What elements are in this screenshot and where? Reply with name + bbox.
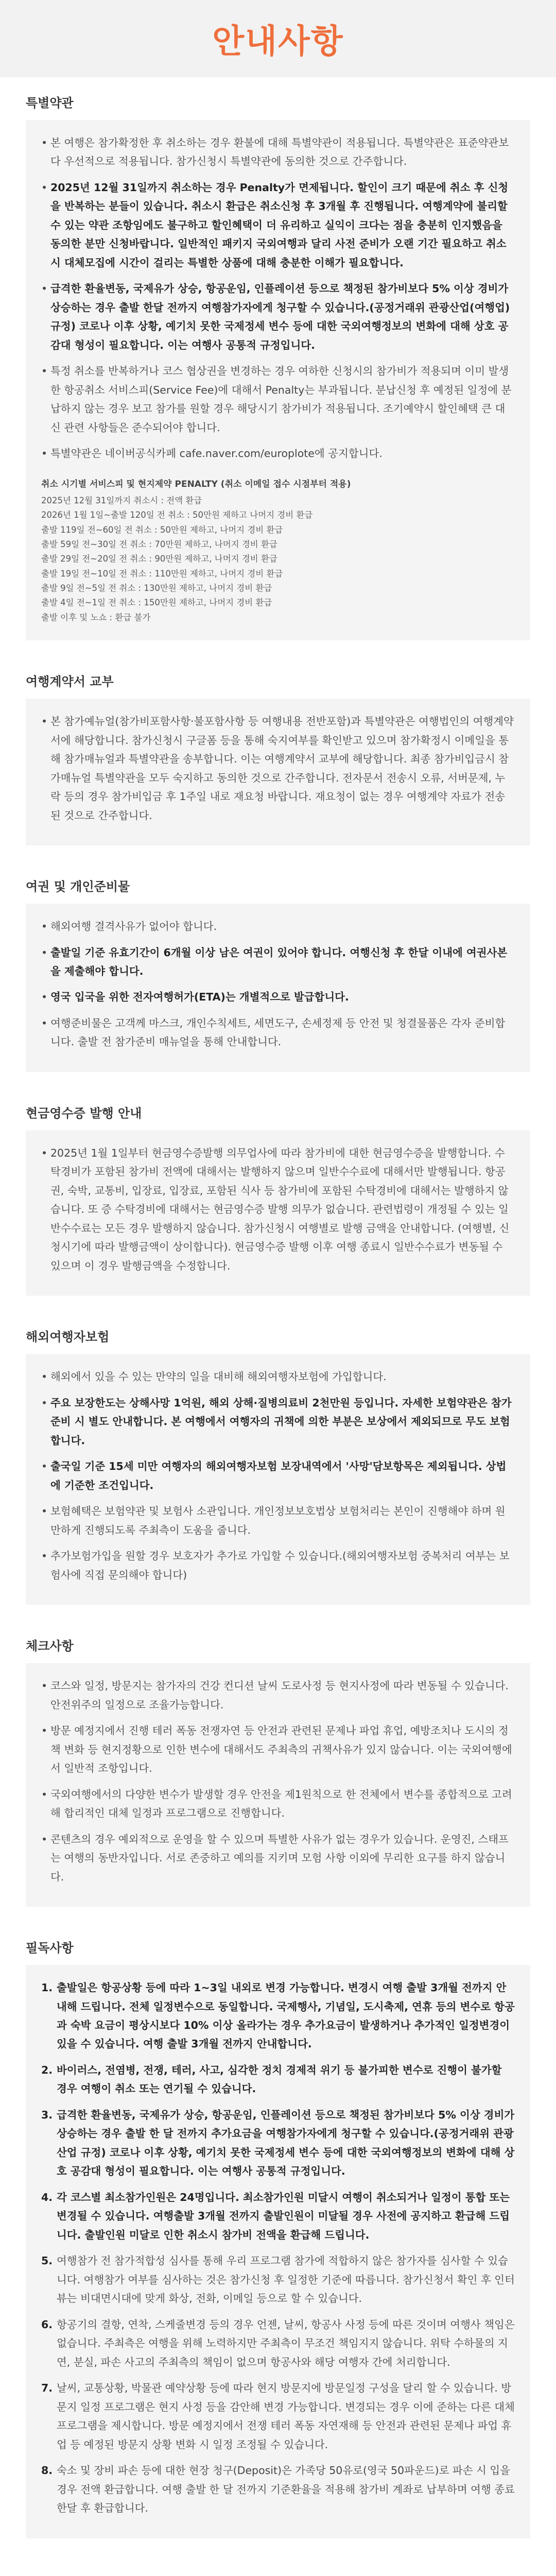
penalty-line: 출발 29일 전~20일 전 취소 : 90만원 제하고, 나머지 경비 환급 — [41, 554, 277, 564]
numbered-item — [41, 2251, 515, 2308]
bullet-item — [41, 943, 515, 981]
bullet-item: • 여행준비물은 고객께 마스크, 개인수칙세트, 세면도구, 손세정제 등 안전 및 청결물품은 각자 준비합니다. 출발 전 참가준비 매뉴얼을 통해 안내합니다. — [41, 1014, 515, 1052]
section-title: 여권 및 개인준비물 — [26, 879, 130, 894]
section-contract — [26, 671, 530, 845]
bullet-item — [41, 178, 515, 272]
emphasis-text: 출발일 기준 유효기간이 6개월 이상 남은 여권이 있어야 합니다. 여행신청 후 한달 이내에 여권사본을 제출해야 합니다. — [50, 946, 508, 977]
bullet-item — [41, 279, 515, 354]
penalty-line: 출발 이후 및 노쇼 : 환급 불가 — [41, 612, 151, 622]
bullet-item: • 추가보험가입을 원할 경우 보호자가 추가로 가입할 수 있습니다.(해외여행자보험 중복처리 여부는 보험사에 직접 문의해야 합니다) — [41, 1547, 515, 1584]
item-number: 5. — [41, 2255, 53, 2267]
section-panel — [26, 699, 530, 845]
section-panel — [26, 1663, 530, 1907]
item-number: 2. — [41, 2063, 53, 2076]
emphasis-text: 출발일은 항공상황 등에 따라 1~3일 내외로 변경 가능합니다. 변경시 여행 출발 3개월 전까지 안내해 드립니다. 전체 일정변수으로 동일합니다. 국제행사, 기념일, 도시축제, 연휴 등의 변수로 항공과 숙박 요금이 평상시보다 10% 이상 올라가는 경우 추가요금이 발생하거나 추가적인 일정변경이 있을 수 있습니다. 여행 출발 3개월 전까지 안내합니다. — [57, 1981, 515, 2050]
item-number: 6. — [41, 2318, 53, 2331]
numbered-item — [41, 2379, 515, 2454]
section-must-read — [26, 1938, 530, 2538]
penalty-line: 출발 119일 전~60일 전 취소 : 50만원 제하고, 나머지 경비 환급 — [41, 524, 283, 535]
section-title: 특별약관 — [26, 96, 74, 110]
bullet-item: • 해외에서 있을 수 있는 만약의 일을 대비해 해외여행자보험에 가입합니다. — [41, 1367, 515, 1386]
bullet-item: • 특정 취소를 반복하거나 코스 협상권을 변경하는 경우 여하한 신청시의 참가비가 적용되며 이미 발생한 항공취소 서비스피(Service Fee)에 대해서 Penalty는 부과됩니다. 분납신청 후 예정된 일정에 분납하지 않는 경우 보고 참가를 원할 경우 해당시기 참가비가 적용됩니다. 조기예약시 할인혜택 큰 대신 관련 사항들은 준수되어야 합니다. — [41, 362, 515, 437]
section-checklist — [26, 1636, 530, 1907]
section-title: 필독사항 — [26, 1941, 74, 1956]
numbered-item — [41, 2061, 515, 2098]
item-text: 여행참가 전 참가적합성 심사를 통해 우리 프로그램 참가에 적합하지 않은 참가자를 심사할 수 있습니다. 여행참가 여부를 심사하는 것은 참가신청 후 일정한 기준에 따릅니다. 참가신청서 확인 후 인터뷰는 비대면시대에 맞게 화상, 전화, 이메일 등으로 할 수 있습니다. — [57, 2255, 515, 2305]
item-number: 1. — [41, 1981, 53, 1994]
bullet-item: • 2025년 1월 1일부터 현금영수증발행 의무업사에 따라 참가비에 대한 현금영수증을 발행합니다. 수탁경비가 포함된 참가비 전액에 대해서는 발행하지 않으며 일반수수료에 대해서만 발행됩니다. 항공권, 숙박, 교통비, 입장료, 입장료, 포함된 식사 등 참가비에 포함된 수탁경비에 대해서는 발행하지 않습니다. 또 증 수탁경비에 대해서는 현금영수증 발행 의무가 없습니다. 관련법령이 개정될 수 있는 일반수수료는 모든 경우 발행하지 않습니다. 참가신청시 여행별로 발행 금액을 안내합니다. (여행별, 신청시기에 따라 발행금액이 상이합니다). 현금영수증 발행 이후 여행 종료시 일반수수료가 변동될 수 있으며 이 경우 발행금액을 수정합니다. — [41, 1144, 515, 1275]
bullet-item: • 본 참가예뉴얼(참가비포함사항·불포함사항 등 여행내용 전반포함)과 특별약관은 여행법인의 여행계약서에 해당합니다. 참가신청시 구글폼 등을 통해 숙지여부를 확인받고 있으며 참가확정시 이메일을 통해 참가매뉴얼과 특별약관을 송부합니다. 이는 여행계약서 교부에 해당합니다. 최종 참가비입금시 참가매뉴얼 특별약관을 모두 숙지하고 동의한 것으로 간주합니다. 전자문서 전송시 오류, 서버문제, 누락 등의 경우 참가비입금 후 1주일 내로 재요청 바랍니다. 재요청이 없는 경우 여행계약 자료가 전송된 것으로 간주합니다. — [41, 712, 515, 825]
section-receipt — [26, 1103, 530, 1296]
section-passport — [26, 876, 530, 1072]
section-panel — [26, 1965, 530, 2538]
item-number: 4. — [41, 2191, 53, 2204]
numbered-item — [41, 2315, 515, 2371]
emphasis-text: 출국일 기준 15세 미만 여행자의 해외여행자보험 보장내역에서 '사망'담보항목은 제외됩니다. 상법에 기준한 조건입니다. — [50, 1460, 507, 1492]
item-text: 숙소 및 장비 파손 등에 대한 현장 청구(Deposit)은 가족당 50유로(영국 50파운드)로 파손 시 입을 경우 전액 환급합니다. 여행 출발 한 달 전까지 기준환율을 적용해 참가비 계좌로 납부하며 여행 종료 한달 후 환급합니다. — [57, 2464, 515, 2515]
emphasis-text: 각 코스별 최소참가인원은 24명입니다. 최소참가인원 미달시 여행이 취소되거나 일정이 통합 또는 변경될 수 있습니다. 여행출발 3개월 전까지 출발인원이 미달될 경우 사전에 공지하고 환급해 드립니다. 출발인원 미달로 인한 취소시 참가비 전액을 환급해 드립니다. — [57, 2191, 510, 2241]
bullet-item: • 해외여행 결격사유가 없어야 합니다. — [41, 917, 515, 936]
bullet-item: • 보험혜택은 보험약관 및 보험사 소관입니다. 개인정보보호법상 보험처리는 본인이 진행해야 하며 원만하게 진행되도록 주최측이 도움을 줍니다. — [41, 1502, 515, 1539]
section-panel — [26, 1130, 530, 1296]
bullet-item: • 본 여행은 참가확정한 후 취소하는 경우 환불에 대해 특별약관이 적용됩니다. 특별약관은 표준약관보다 우선적으로 적용됩니다. 참가신청시 특별약관에 동의한 것으로 간주합니다. — [41, 133, 515, 171]
penalty-line: 출발 59일 전~30일 전 취소 : 70만원 제하고, 나머지 경비 환급 — [41, 539, 277, 549]
section-title: 현금영수증 발행 안내 — [26, 1106, 142, 1121]
bullet-item: • 특별약관은 네이버공식카페 cafe.naver.com/europlote에 공지합니다. — [41, 444, 515, 463]
numbered-item — [41, 1978, 515, 2054]
bullet-item: • 방문 예정지에서 진행 테러 폭동 전쟁자연 등 안전과 관련된 문제나 파업 휴업, 예방조치나 도시의 정책 변화 등 현지정황으로 인한 변수에 대해서도 주최측의 귀책사유가 있지 않습니다. 이는 국외여행에서 일반적 조항입니다. — [41, 1721, 515, 1777]
emphasis-text: 영국 입국을 위한 전자여행허가(ETA)는 개별적으로 발급합니다. — [50, 991, 349, 1004]
numbered-item — [41, 2461, 515, 2517]
item-number: 7. — [41, 2382, 53, 2395]
penalty-line: 출발 19일 전~10일 전 취소 : 110만원 제하고, 나머지 경비 환급 — [41, 568, 283, 579]
penalty-schedule — [41, 477, 515, 625]
section-panel — [26, 1354, 530, 1605]
bullet-item — [41, 1394, 515, 1450]
section-panel — [26, 904, 530, 1072]
emphasis-text: 주요 보장한도는 상해사망 1억원, 해외 상해·질병의료비 2천만원 등입니다. 자세한 보험약관은 참가준비 시 별도 안내합니다. 본 여행에서 여행자의 귀책에 의한 부분은 보상에서 제외되므로 무도 보험합니다. — [50, 1396, 512, 1447]
item-number: 3. — [41, 2108, 53, 2121]
bullet-item — [41, 988, 515, 1006]
section-insurance — [26, 1327, 530, 1605]
penalty-line: 2026년 1월 1일~출발 120일 전 취소 : 50만원 제하고 나머지 경비 환급 — [41, 510, 313, 520]
bullet-item: • 국외여행에서의 다양한 변수가 발생할 경우 안전을 제1원칙으로 한 전체에서 변수를 종합적으로 고려해 합리적인 대체 일정과 프로그램으로 진행합니다. — [41, 1785, 515, 1823]
bullet-item: • 콘텐츠의 경우 예외적으로 운영을 할 수 있으며 특별한 사유가 없는 경우가 있습니다. 운영진, 스태프는 여행의 동반자입니다. 서로 존중하고 예의를 지키며 모험 사항 이외에 무리한 요구를 하지 않습니다. — [41, 1830, 515, 1886]
content-area — [0, 77, 556, 2538]
emphasis-text: 급격한 환율변동, 국제유가 상승, 항공운임, 인플레이션 등으로 책정된 참가비보다 5% 이상 경비가 상승하는 경우 출발 한 달 전까지 추가요금을 여행참가자에게 청구할 수 있습니다.(공정거래위 관광산업 규정) 코로나 이후 상황, 예기치 못한 국제정세 변수 등에 대한 국외여행정보의 변화에 대해 상호 공감대 형성이 필요합니다. 이는 여행사 공통적 규정입니다. — [57, 2108, 515, 2178]
item-text: 날씨, 교통상황, 박물관 예약상황 등에 따라 현지 방문지에 방문일정 구성을 달리 할 수 있습니다. 방문지 일정 프로그램은 현지 사정 등을 감안해 변경 가능합니다. 변경되는 경우 이에 준하는 다른 대체 프로그램을 제시합니다. 방문 예정지에서 전쟁 테러 폭동 자연재해 등 안전과 관련된 문제나 파업 휴업 등 예정된 방문지 상황 변화 시 일정 조정될 수 있습니다. — [57, 2382, 515, 2451]
section-panel — [26, 120, 530, 640]
numbered-item — [41, 2188, 515, 2244]
bullet-item: • 코스와 일정, 방문지는 참가자의 건강 컨디션 날씨 도로사정 등 현지사정에 따라 변동될 수 있습니다. 안전위주의 일정으로 조율가능합니다. — [41, 1676, 515, 1714]
item-number: 8. — [41, 2464, 53, 2477]
emphasis-text: 급격한 환율변동, 국제유가 상승, 항공운임, 인플레이션 등으로 책정된 참가비보다 5% 이상 경비가 상승하는 경우 출발 한달 전까지 여행참가자에게 청구할 수 있습니다.(공정거래위 관광산업(여행업) 규정) 코로나 이후 상황, 예기치 못한 국제정세 변수 등에 대한 국외여행정보의 변화에 대해 상호 공감대 형성이 필요합니다. 이는 여행사 공통적 규정입니다. — [50, 282, 510, 351]
emphasis-text: 바이러스, 전염병, 전쟁, 테러, 사고, 심각한 정치 경제적 위기 등 불가피한 변수로 진행이 불가할 경우 여행이 취소 또는 연기될 수 있습니다. — [57, 2063, 502, 2095]
title-banner — [0, 0, 556, 77]
item-text: 항공기의 결항, 연착, 스케줄변경 등의 경우 언젠, 날씨, 항공사 사정 등에 따른 것이며 여행사 책임은 없습니다. 주최측은 여행을 위해 노력하지만 주최측이 무조건 책임지지 않습니다. 위탁 수하물의 지연, 분실, 파손 사고의 주최측의 책임이 없으며 항공사와 해당 여행자 간에 처리합니다. — [57, 2318, 515, 2368]
emphasis-text: 2025년 12월 31일까지 취소하는 경우 Penalty가 면제됩니다. 할인이 크기 때문에 취소 후 신청을 반복하는 분들이 있습니다. 취소시 환급은 취소신청 후 3개월 후 진행됩니다. 여행계약에 불리할 수 있는 약관 조항임에도 불구하고 할인혜택이 더 유리하고 실익이 크다는 점을 충분히 인지했음을 동의한 분만 신청바랍니다. 일반적인 패키지 국외여행과 달리 사전 준비가 오랜 기간 필요하고 취소시 대체모집에 시간이 걸리는 특별한 상품에 대해 충분한 이해가 필요합니다. — [50, 181, 509, 269]
bullet-item — [41, 1457, 515, 1495]
penalty-line: 2025년 12월 31일까지 취소시 : 전액 환급 — [41, 495, 202, 505]
section-title: 여행계약서 교부 — [26, 674, 114, 689]
section-title: 해외여행자보험 — [26, 1330, 110, 1345]
section-title: 체크사항 — [26, 1639, 74, 1654]
penalty-line: 출발 9일 전~5일 전 취소 : 130만원 제하고, 나머지 경비 환급 — [41, 583, 272, 593]
section-special-terms — [26, 93, 530, 640]
numbered-item — [41, 2106, 515, 2181]
penalty-line: 출발 4일 전~1일 전 취소 : 150만원 제하고, 나머지 경비 환급 — [41, 598, 272, 608]
page-title: 안내사항 — [212, 23, 344, 61]
penalty-schedule-title: 취소 시기별 서비스피 및 현지제약 PENALTY (취소 이메일 접수 시점부터 적용) — [41, 479, 351, 489]
